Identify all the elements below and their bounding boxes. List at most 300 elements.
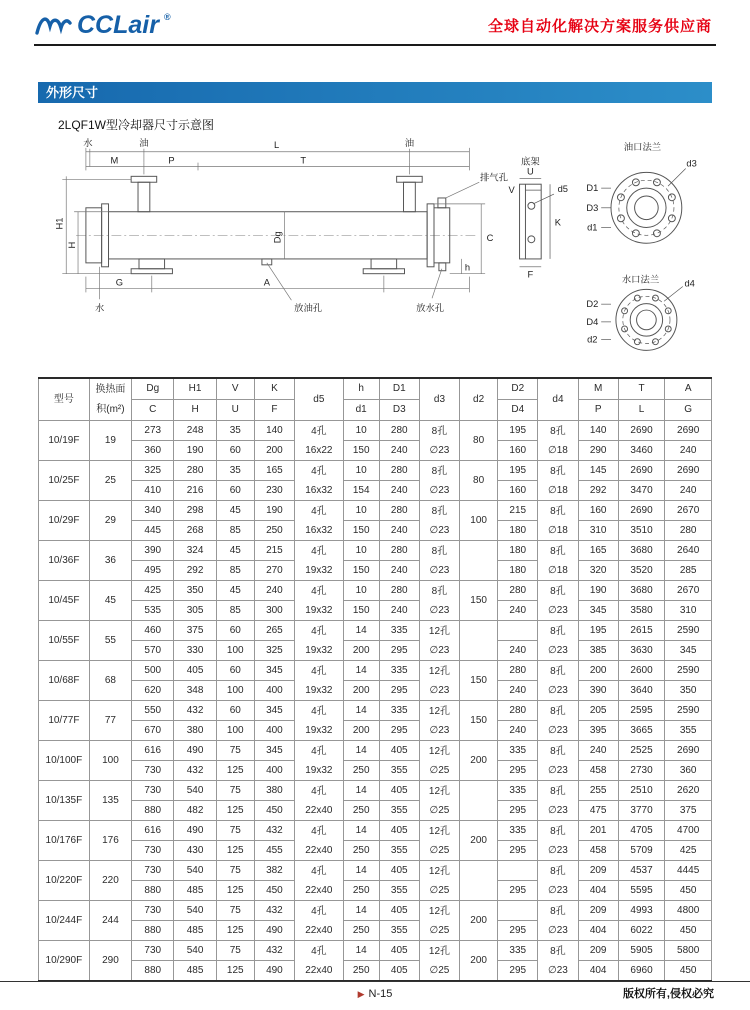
cell-d3: 12孔 ∅25 (419, 781, 459, 821)
table-row (39, 821, 712, 841)
table-cell: 432 (174, 701, 216, 721)
table-cell: 2590 (665, 621, 712, 641)
table-cell: 5709 (618, 841, 665, 861)
header-U: U (216, 400, 254, 421)
table-cell: 240 (665, 441, 712, 461)
cell-d2: 80 (460, 461, 498, 501)
table-cell: 14 (343, 821, 379, 841)
table-cell: 280 (379, 581, 419, 601)
label-dim-H: H (67, 241, 78, 249)
table-cell: 385 (578, 641, 618, 661)
page-header (0, 0, 750, 44)
label-oil-flange: 油口法兰 (623, 141, 662, 152)
table-cell: 2670 (665, 581, 712, 601)
table-cell: 250 (343, 841, 379, 861)
oil-drain-plug (262, 259, 272, 265)
table-cell: 240 (498, 601, 538, 621)
table-row (39, 621, 712, 641)
cell-d2 (460, 541, 498, 581)
table-cell: 2595 (618, 701, 665, 721)
table-cell: 75 (216, 901, 254, 921)
table-cell: 360 (132, 441, 174, 461)
table-cell: 125 (216, 761, 254, 781)
cell-d2 (460, 861, 498, 901)
table-cell: 355 (379, 881, 419, 901)
label-dim-d1: d1 (587, 222, 598, 233)
table-cell: 305 (174, 601, 216, 621)
table-cell: 125 (216, 801, 254, 821)
table-row (39, 421, 712, 441)
copyright-notice: 版权所有,侵权必究 (622, 988, 714, 1000)
table-cell: 335 (379, 661, 419, 681)
label-base-frame: 底架 (521, 156, 540, 167)
table-cell: 410 (132, 481, 174, 501)
table-cell: 2525 (618, 741, 665, 761)
table-cell: 75 (216, 941, 254, 961)
table-cell: 390 (578, 681, 618, 701)
wave-logo-icon (34, 10, 72, 40)
table-cell: 3770 (618, 801, 665, 821)
header-row-1 (39, 378, 712, 400)
table-cell: 350 (665, 681, 712, 701)
table-cell: 45 (216, 501, 254, 521)
table-cell: 295 (498, 921, 538, 941)
table-cell: 295 (498, 961, 538, 982)
label-oil-top-left: 油 (139, 137, 149, 148)
table-cell: 250 (343, 921, 379, 941)
foot-right (371, 259, 397, 269)
table-cell: 2730 (618, 761, 665, 781)
table-cell: 280 (379, 541, 419, 561)
table-cell: 880 (132, 921, 174, 941)
header-A: A (665, 378, 712, 400)
table-cell: 290 (578, 441, 618, 461)
cell-model: 10/244F (39, 901, 90, 941)
table-cell: 280 (498, 581, 538, 601)
cell-d5: 4孔 22x40 (295, 781, 344, 821)
oil-flange-detail (601, 168, 686, 243)
table-cell: 240 (379, 481, 419, 501)
label-dim-A: A (263, 277, 270, 288)
table-row (39, 721, 712, 741)
table-cell: 273 (132, 421, 174, 441)
dimension-lines (62, 148, 485, 300)
table-cell: 355 (379, 921, 419, 941)
table-cell: 154 (343, 481, 379, 501)
table-cell: 240 (379, 441, 419, 461)
table-cell: 75 (216, 741, 254, 761)
table-cell: 10 (343, 461, 379, 481)
company-logo (34, 10, 171, 40)
table-cell (498, 861, 538, 881)
table-cell: 2690 (665, 461, 712, 481)
table-cell: 616 (132, 821, 174, 841)
table-cell: 295 (498, 801, 538, 821)
table-cell: 195 (498, 421, 538, 441)
table-cell: 45 (216, 581, 254, 601)
table-cell: 616 (132, 741, 174, 761)
table-cell: 3680 (618, 541, 665, 561)
table-cell: 215 (498, 501, 538, 521)
table-cell: 880 (132, 801, 174, 821)
table-cell: 150 (343, 561, 379, 581)
label-drain-oil: 放油孔 (294, 303, 323, 314)
table-row (39, 601, 712, 621)
logo-text: CCLair (77, 11, 159, 39)
table-cell: 4705 (618, 821, 665, 841)
cell-d4: 8孔 ∅18 (538, 501, 578, 541)
table-cell: 324 (174, 541, 216, 561)
table-cell: 425 (665, 841, 712, 861)
table-cell: 240 (498, 641, 538, 661)
oil-pipe-right (404, 182, 416, 212)
water-drain-plug (439, 263, 446, 271)
table-cell: 255 (578, 781, 618, 801)
table-cell: 160 (498, 481, 538, 501)
table-row (39, 641, 712, 661)
table-cell: 880 (132, 881, 174, 901)
table-cell: 14 (343, 781, 379, 801)
table-cell: 2615 (618, 621, 665, 641)
label-dim-h: h (464, 262, 471, 273)
table-cell: 201 (578, 821, 618, 841)
table-cell: 458 (578, 761, 618, 781)
table-cell: 540 (174, 901, 216, 921)
label-dim-L: L (274, 139, 280, 150)
cell-d3: 8孔 ∅23 (419, 581, 459, 621)
table-cell: 475 (578, 801, 618, 821)
table-cell: 75 (216, 781, 254, 801)
cell-d4: 8孔 ∅23 (538, 901, 578, 941)
table-cell: 14 (343, 861, 379, 881)
cell-d5: 4孔 16x32 (295, 501, 344, 541)
header-d1: d1 (343, 400, 379, 421)
table-cell: 335 (498, 941, 538, 961)
table-cell: 295 (498, 881, 538, 901)
table-cell: 355 (379, 761, 419, 781)
header-D4: D4 (498, 400, 538, 421)
table-cell: 195 (578, 621, 618, 641)
label-dim-C: C (486, 233, 494, 244)
table-cell: 730 (132, 861, 174, 881)
table-cell: 4445 (665, 861, 712, 881)
table-cell: 60 (216, 441, 254, 461)
table-cell: 60 (216, 621, 254, 641)
page-marker-icon: ▶ (357, 989, 365, 999)
table-cell: 450 (254, 881, 294, 901)
table-cell: 75 (216, 861, 254, 881)
table-cell: 292 (578, 481, 618, 501)
table-cell: 405 (379, 941, 419, 961)
table-cell: 60 (216, 661, 254, 681)
table-cell: 280 (498, 701, 538, 721)
foot-right-plate (363, 269, 404, 274)
table-cell: 490 (254, 921, 294, 941)
table-cell: 35 (216, 461, 254, 481)
table-cell: 300 (254, 601, 294, 621)
header-model: 型号 (39, 378, 90, 421)
cell-model: 10/55F (39, 621, 90, 661)
header-G: G (665, 400, 712, 421)
table-cell: 345 (578, 601, 618, 621)
table-cell: 4700 (665, 821, 712, 841)
cell-d2: 200 (460, 901, 498, 941)
table-cell: 5800 (665, 941, 712, 961)
table-cell: 455 (254, 841, 294, 861)
table-cell: 270 (254, 561, 294, 581)
table-cell: 60 (216, 701, 254, 721)
cell-model: 10/220F (39, 861, 90, 901)
table-cell: 285 (665, 561, 712, 581)
header-row-2 (39, 400, 712, 421)
water-flange-detail (601, 286, 683, 350)
table-cell: 240 (254, 581, 294, 601)
table-cell: 180 (498, 521, 538, 541)
cell-model: 10/29F (39, 501, 90, 541)
header-M: M (578, 378, 618, 400)
table-cell: 268 (174, 521, 216, 541)
oil-pipe-right-flange (397, 176, 423, 182)
table-cell: 3580 (618, 601, 665, 621)
table-cell: 3630 (618, 641, 665, 661)
table-cell (498, 901, 538, 921)
table-cell: 216 (174, 481, 216, 501)
table-cell: 500 (132, 661, 174, 681)
table-cell: 355 (379, 841, 419, 861)
diagram-caption: 2LQF1W型冷却器尺寸示意图 (58, 118, 215, 132)
table-cell: 250 (254, 521, 294, 541)
label-water-bottom: 水 (95, 303, 105, 314)
table-row (39, 461, 712, 481)
cell-d4: 8孔 ∅23 (538, 861, 578, 901)
table-cell: 295 (379, 681, 419, 701)
table-cell: 125 (216, 881, 254, 901)
cell-area: 25 (89, 461, 131, 501)
cell-model: 10/176F (39, 821, 90, 861)
cell-d2: 200 (460, 741, 498, 781)
table-cell: 670 (132, 721, 174, 741)
table-cell: 180 (498, 561, 538, 581)
cell-model: 10/77F (39, 701, 90, 741)
table-cell: 2690 (618, 421, 665, 441)
table-cell: 355 (379, 801, 419, 821)
cell-model: 10/290F (39, 941, 90, 982)
table-row (39, 541, 712, 561)
table-cell: 3680 (618, 581, 665, 601)
cell-d2: 100 (460, 501, 498, 541)
table-cell: 200 (343, 681, 379, 701)
cell-d4: 8孔 ∅18 (538, 421, 578, 461)
table-cell: 190 (174, 441, 216, 461)
table-cell: 240 (498, 721, 538, 741)
table-cell: 190 (254, 501, 294, 521)
label-dim-K: K (554, 217, 562, 228)
table-cell: 485 (174, 921, 216, 941)
header-D2: D2 (498, 378, 538, 400)
cell-d5: 4孔 19x32 (295, 621, 344, 661)
label-dim-d4: d4 (684, 278, 695, 289)
table-cell: 4800 (665, 901, 712, 921)
table-cell: 345 (254, 701, 294, 721)
table-cell: 382 (254, 861, 294, 881)
table-cell: 2670 (665, 501, 712, 521)
table-cell: 125 (216, 961, 254, 982)
cell-d4: 8孔 ∅23 (538, 741, 578, 781)
table-cell: 2690 (665, 421, 712, 441)
cell-d4: 8孔 ∅23 (538, 621, 578, 661)
page-footer (0, 981, 750, 1002)
table-cell: 400 (254, 721, 294, 741)
cell-model: 10/45F (39, 581, 90, 621)
table-cell: 730 (132, 781, 174, 801)
label-oil-top-right: 油 (404, 137, 415, 148)
table-cell: 240 (578, 741, 618, 761)
table-cell (498, 621, 538, 641)
table-cell: 430 (174, 841, 216, 861)
table-cell: 3510 (618, 521, 665, 541)
table-cell: 345 (254, 661, 294, 681)
table-cell: 380 (174, 721, 216, 741)
table-cell: 6960 (618, 961, 665, 982)
cell-d4: 8孔 ∅23 (538, 661, 578, 701)
table-cell: 450 (665, 961, 712, 982)
table-cell: 2510 (618, 781, 665, 801)
base-frame-bracket (520, 184, 542, 259)
cell-d3: 12孔 ∅25 (419, 901, 459, 941)
table-row (39, 761, 712, 781)
table-cell: 200 (343, 721, 379, 741)
table-cell: 195 (498, 461, 538, 481)
table-row (39, 741, 712, 761)
spec-table-wrap (38, 377, 750, 982)
table-row (39, 941, 712, 961)
table-cell: 405 (379, 781, 419, 801)
cell-area: 77 (89, 701, 131, 741)
table-row (39, 881, 712, 901)
table-cell: 6022 (618, 921, 665, 941)
table-cell: 730 (132, 941, 174, 961)
label-dim-M: M (110, 155, 119, 166)
table-cell: 490 (174, 821, 216, 841)
header-divider (34, 44, 716, 46)
cell-model: 10/68F (39, 661, 90, 701)
table-cell: 730 (132, 761, 174, 781)
table-row (39, 521, 712, 541)
oil-pipe-left-flange (131, 176, 157, 182)
table-cell: 485 (174, 881, 216, 901)
table-cell: 425 (132, 581, 174, 601)
cell-d3: 12孔 ∅23 (419, 621, 459, 661)
table-cell: 200 (254, 441, 294, 461)
table-cell: 292 (174, 561, 216, 581)
table-row (39, 841, 712, 861)
table-cell: 160 (498, 441, 538, 461)
table-cell: 404 (578, 921, 618, 941)
table-cell: 310 (665, 601, 712, 621)
label-dim-D3: D3 (586, 202, 599, 213)
table-cell: 3640 (618, 681, 665, 701)
label-dim-d2: d2 (587, 334, 598, 345)
foot-left (139, 259, 165, 269)
header-P: P (578, 400, 618, 421)
header-L: L (618, 400, 665, 421)
table-row (39, 561, 712, 581)
table-row (39, 481, 712, 501)
table-cell: 3460 (618, 441, 665, 461)
cell-area: 176 (89, 821, 131, 861)
table-cell: 535 (132, 601, 174, 621)
cell-d3: 12孔 ∅25 (419, 941, 459, 982)
table-cell: 360 (665, 761, 712, 781)
table-cell: 200 (343, 641, 379, 661)
table-cell: 540 (174, 781, 216, 801)
table-cell: 250 (343, 881, 379, 901)
table-cell: 540 (174, 941, 216, 961)
cell-d5: 4孔 19x32 (295, 701, 344, 741)
table-cell: 10 (343, 541, 379, 561)
table-cell: 405 (379, 821, 419, 841)
table-cell: 335 (498, 741, 538, 761)
cell-d5: 4孔 22x40 (295, 941, 344, 982)
label-dim-V: V (508, 185, 515, 196)
table-cell: 405 (379, 741, 419, 761)
table-cell: 730 (132, 841, 174, 861)
cell-d2: 150 (460, 701, 498, 741)
table-cell: 432 (254, 941, 294, 961)
cell-area: 55 (89, 621, 131, 661)
registered-mark: ® (163, 12, 171, 22)
cell-d4: 8孔 ∅18 (538, 541, 578, 581)
table-cell: 280 (174, 461, 216, 481)
table-row (39, 801, 712, 821)
table-cell: 100 (216, 721, 254, 741)
table-cell: 14 (343, 941, 379, 961)
table-cell: 150 (343, 521, 379, 541)
cell-d4: 8孔 ∅23 (538, 581, 578, 621)
label-dim-F: F (527, 269, 534, 280)
header-area: 换热面 积(m²) (89, 378, 131, 421)
label-dim-U: U (526, 166, 534, 177)
table-cell: 100 (216, 681, 254, 701)
table-cell: 404 (578, 961, 618, 982)
dimension-drawing-area (36, 137, 714, 373)
header-d4: d4 (538, 378, 578, 421)
table-cell: 335 (498, 781, 538, 801)
cell-model: 10/36F (39, 541, 90, 581)
page-number-label: N-15 (368, 988, 393, 1000)
page-number (358, 988, 393, 1000)
table-cell: 165 (578, 541, 618, 561)
table-cell: 240 (379, 561, 419, 581)
table-cell: 620 (132, 681, 174, 701)
base-frame-detail (520, 178, 554, 266)
label-vent: 排气孔 (479, 172, 508, 183)
table-cell: 240 (665, 481, 712, 501)
table-cell: 432 (254, 901, 294, 921)
table-cell: 2600 (618, 661, 665, 681)
cell-d2: 150 (460, 661, 498, 701)
label-dim-D1: D1 (586, 183, 599, 194)
spec-table (38, 377, 712, 982)
table-cell: 880 (132, 961, 174, 982)
table-row (39, 921, 712, 941)
table-cell: 490 (254, 961, 294, 982)
header-Dg: Dg (132, 378, 174, 400)
header-T: T (618, 378, 665, 400)
cell-d5: 4孔 19x32 (295, 581, 344, 621)
table-cell: 400 (254, 761, 294, 781)
cell-d5: 4孔 22x40 (295, 821, 344, 861)
